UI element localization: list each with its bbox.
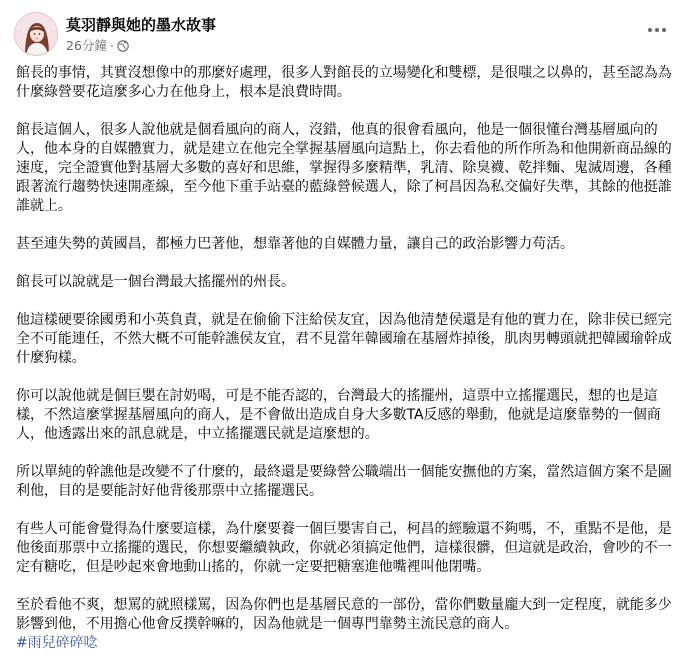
post-paragraph-6: 你可以說他就是個巨嬰在討奶喝，可是不能否認的，台灣最大的搖擺州，這票中立搖擺選民，想的也是這樣，不然這麼掌握基層風向的商人，是不會做出造成自身大多數TA反感的舉動，他就是這麼靠勢的一個商人，他透露出來的訊息就是，中立搖擺選民就是這麼想的。 xyxy=(16,388,661,442)
more-options-icon-dot xyxy=(648,28,652,32)
author-name[interactable]: 莫羽靜與她的墨水故事 xyxy=(66,16,217,34)
avatar-illustration xyxy=(15,13,58,56)
post-body xyxy=(16,64,672,653)
post-paragraph-7: 所以單純的幹譙他是改變不了什麼的，最終還是要綠營公職端出一個能安撫他的方案，當然這個方案不是圖利他，目的是要能討好他背後那票中立搖擺選民。 xyxy=(16,464,672,499)
post-paragraph-4: 館長可以說就是一個台灣最大搖擺州的州長。 xyxy=(16,274,295,290)
meta-separator: · xyxy=(109,38,114,53)
post-paragraph-3: 甚至連失勢的黃國昌，都極力巴著他，想靠著他的自媒體力量，讓自己的政治影響力苟活。 xyxy=(16,236,574,252)
post-paragraph-1: 館長的事情，其實沒想像中的那麼好處理，很多人對館長的立場變化和雙標，是很嗤之以鼻的，甚至認為為什麼綠營要花這麼多心力在他身上，根本是浪費時間。 xyxy=(16,65,672,100)
post-header xyxy=(14,12,674,60)
globe-icon xyxy=(117,39,129,51)
post-paragraph-5: 他這樣硬要徐國勇和小英負責，就是在偷偷下注給侯友宜，因為他清楚侯還是有他的實力在，除非侯已經完全不可能連任，不然大概不可能幹譙侯友宜，君不見當年韓國瑜在基層炸掉後，肌肉男轉頭就把韓國瑜幹成什麼狗樣。 xyxy=(16,312,672,366)
more-options-icon-dot xyxy=(662,28,666,32)
hashtag-link[interactable]: #雨兒碎碎唸 xyxy=(16,635,98,651)
post-timestamp[interactable]: 26分鐘 xyxy=(66,38,107,53)
more-options-button[interactable] xyxy=(642,18,672,42)
post-meta xyxy=(66,37,129,55)
avatar[interactable] xyxy=(14,12,58,56)
post-paragraph-8: 有些人可能會覺得為什麼要這樣，為什麼要養一個巨嬰害自己，柯昌的經驗還不夠嗎，不，重點不是他，是他後面那票中立搖擺的選民，你想要繼續執政，你就必須搞定他們，這樣很髒，但這就是政治，會吵的不一定有糖吃，但是吵起來會地動山搖的，你就一定要把糖塞進他嘴裡叫他閉嘴。 xyxy=(16,521,672,575)
post-paragraph-2: 館長這個人，很多人說他就是個看風向的商人，沒錯，他真的很會看風向，他是一個很懂台灣基層風向的人，他本身的自媒體實力，就是建立在他完全掌握基層風向這點上，你去看他的所作所為和他開新商品線的速度，完全證實他對基層大多數的喜好和思維，掌握得多麼精準，乳清、除臭襪、乾拌麵、鬼滅周邊，各種跟著流行趨勢快速開產線，至今他下重手站臺的藍綠營候選人，除了柯昌因為私交偏好失準，其餘的他挺誰誰就上。 xyxy=(16,122,672,214)
post-paragraph-9: 至於看他不爽，想罵的就照樣罵，因為你們也是基層民意的一部份，當你們數量龐大到一定程度，就能多少影響到他，不用擔心他會反撲幹嘛的，因為他就是一個專門靠勢主流民意的商人。 xyxy=(16,597,672,632)
more-options-icon-dot xyxy=(655,28,659,32)
